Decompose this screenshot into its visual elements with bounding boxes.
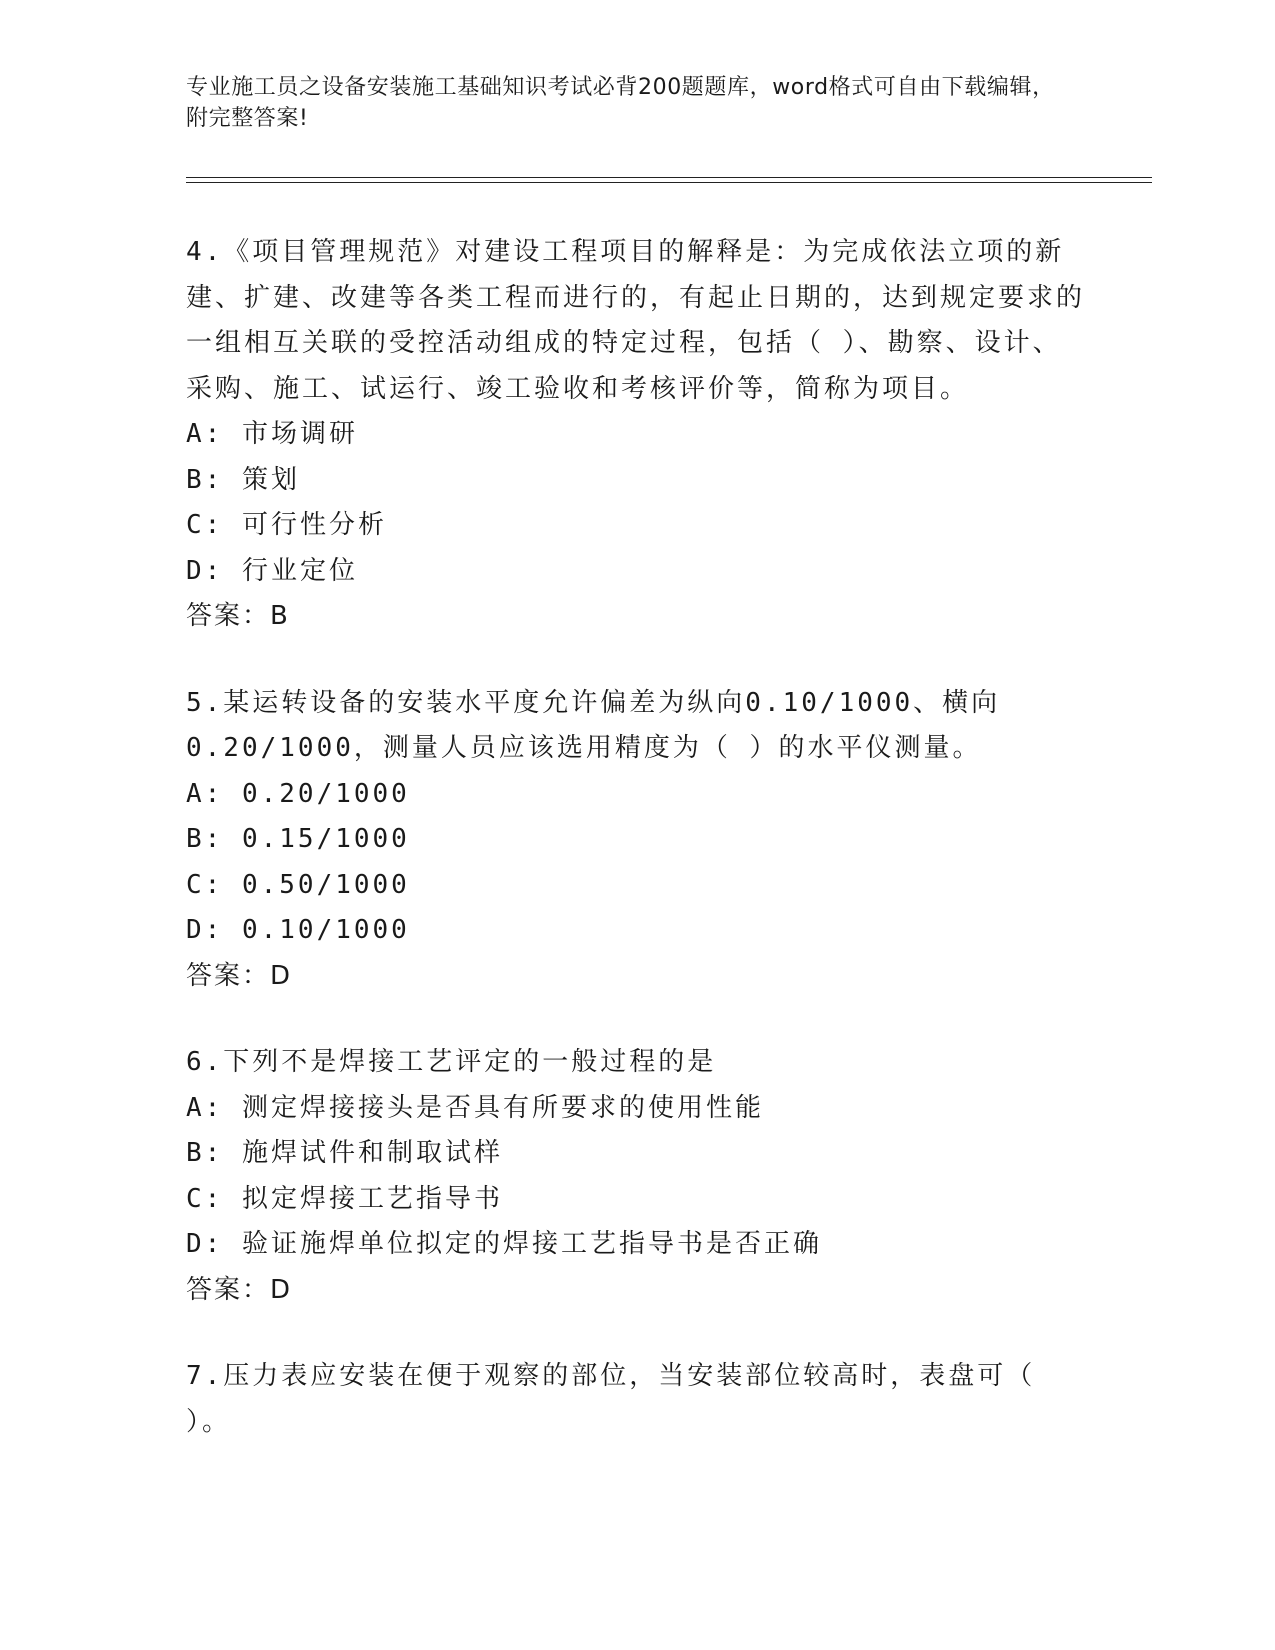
option-c: C: 0.50/1000 bbox=[186, 869, 410, 900]
option-a: A: 市场调研 bbox=[186, 419, 358, 449]
option-c: C: 拟定焊接工艺指导书 bbox=[186, 1183, 503, 1214]
document-header: 专业施工员之设备安装施工基础知识考试必背200题题库，word格式可自由下载编辑，附完整答案! bbox=[186, 75, 1055, 131]
question-text: 4.《项目管理规范》对建设工程项目的解释是：为完成依法立项的新建、扩建、改建等各类工程而进行的，有起止日期的，达到规定要求的一组相互关联的受控活动组成的特定过程，包括（ ）、勘察、设计、采购、施工、试运行、竣工验收和考核评价等，简称为项目。 bbox=[186, 237, 1086, 404]
question-list bbox=[186, 230, 1086, 1486]
header-divider bbox=[186, 177, 1152, 183]
option-d: D: 验证施焊单位拟定的焊接工艺指导书是否正确 bbox=[186, 1229, 822, 1259]
question-text: 6.下列不是焊接工艺评定的一般过程的是 bbox=[186, 1047, 717, 1077]
option-a: A: 0.20/1000 bbox=[186, 778, 410, 809]
option-b: B: 策划 bbox=[186, 464, 300, 495]
option-b: B: 施焊试件和制取试样 bbox=[186, 1138, 503, 1168]
answer: 答案：B bbox=[186, 601, 290, 631]
answer: 答案：D bbox=[186, 1274, 293, 1305]
option-a: A: 测定焊接接头是否具有所要求的使用性能 bbox=[186, 1092, 764, 1123]
question-text: 7.压力表应安装在便于观察的部位，当安装部位较高时，表盘可（ ）。 bbox=[186, 1361, 1036, 1437]
answer: 答案：D bbox=[186, 960, 293, 991]
option-d: D: 行业定位 bbox=[186, 555, 358, 586]
question-4 bbox=[186, 230, 1086, 640]
option-d: D: 0.10/1000 bbox=[186, 915, 410, 945]
question-text: 5.某运转设备的安装水平度允许偏差为纵向0.10/1000、横向0.20/1000，测量人员应该选用精度为（ ）的水平仪测量。 bbox=[186, 687, 1001, 763]
question-5 bbox=[186, 681, 1086, 1000]
option-b: B: 0.15/1000 bbox=[186, 824, 410, 854]
question-6 bbox=[186, 1040, 1086, 1313]
question-7 bbox=[186, 1354, 1086, 1445]
option-c: C: 可行性分析 bbox=[186, 510, 387, 540]
